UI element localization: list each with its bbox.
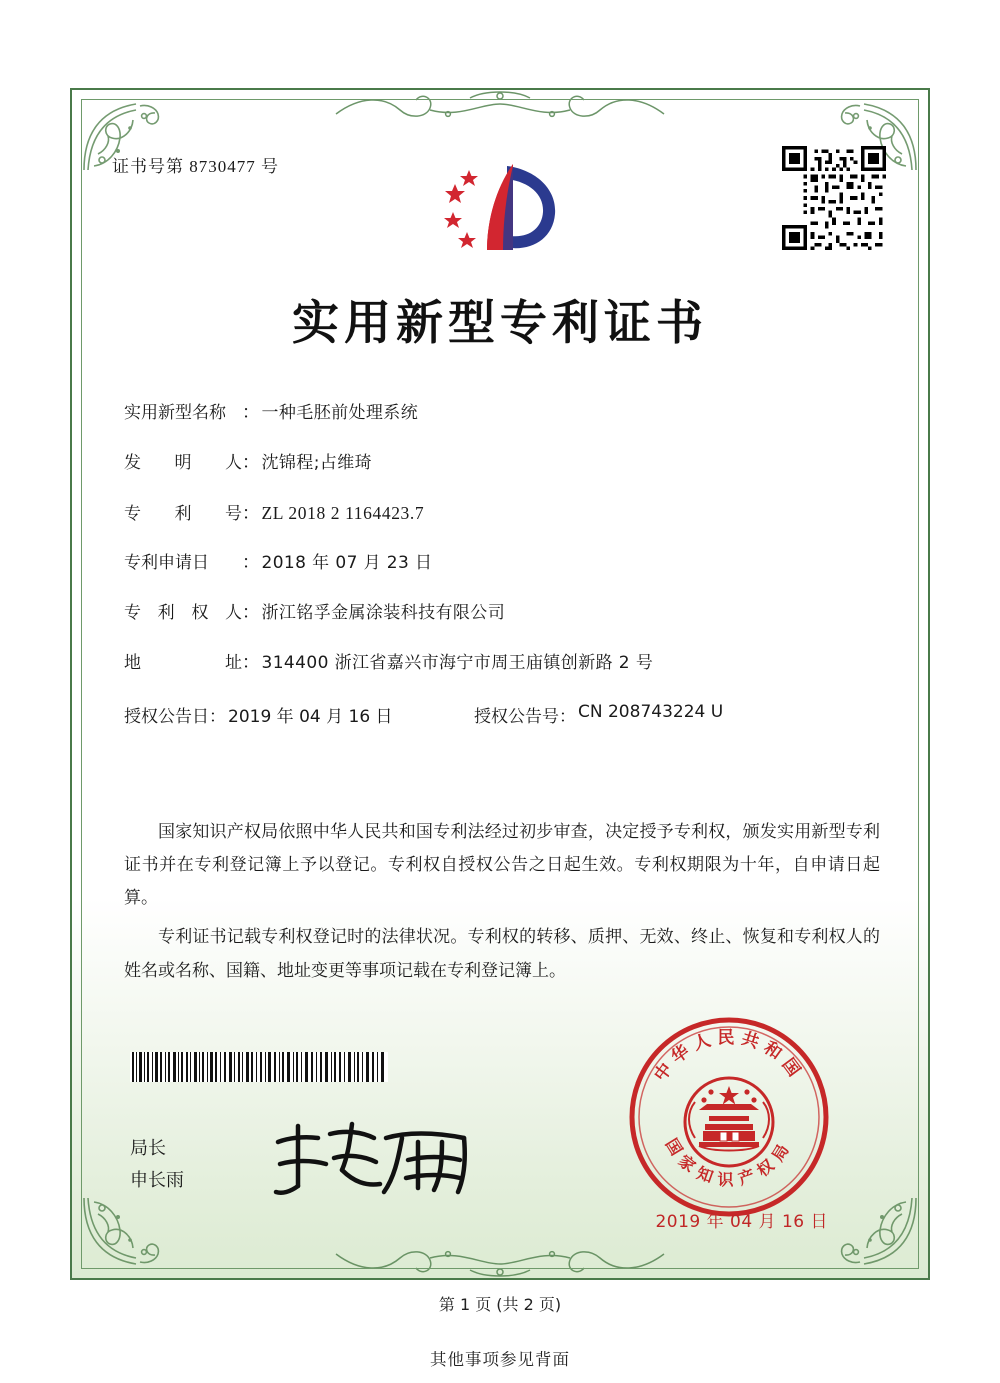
field-label: 地 址 [124,652,242,673]
field-colon: ： [242,403,260,423]
svg-text:中华人民共和国: 中华人民共和国 [650,1028,808,1086]
field-colon: ： [559,706,576,727]
grant-number-label: 授权公告号 [474,706,559,727]
grant-date-label: 授权公告日 [124,706,209,727]
director-name-label: 申长雨 [130,1169,184,1191]
field-list [124,402,884,743]
qr-code [782,146,886,250]
page-title: 实用新型专利证书 [292,296,708,351]
handwritten-signature [268,1112,498,1204]
field-colon: ： [242,452,260,473]
grant-number-group [474,702,723,727]
field-colon: ： [242,503,260,524]
legal-text [124,816,880,994]
field-label: 专 利 号 [124,503,242,524]
official-seal [626,1014,832,1220]
top-border-ornament-icon [330,84,670,130]
field-patentee [124,602,884,625]
corner-ornament-icon [830,1192,922,1274]
field-value: 沈锦程;占维琦 [261,452,373,473]
field-patent-number [124,502,884,526]
field-label: 专利申请日 [124,553,209,574]
paragraph-grant: 国家知识产权局依照中华人民共和国专利法经过初步审查，决定授予专利权，颁发实用新型专利证书并在专利登记簿上予以登记。专利权自授权公告之日起生效。专利权期限为十年，自申请日起算。 [124,822,880,909]
field-inventor [124,452,884,475]
field-value: ZL 2018 2 1164423.7 [261,502,425,523]
cnipa-logo-icon [425,150,575,270]
page-number: 第 1 页 (共 2 页) [438,1295,562,1314]
grant-date-value: 2019 年 04 月 16 日 [228,706,393,727]
field-utility-model-name [124,402,884,425]
field-colon: ： [242,603,260,623]
certificate-number: 证书号第 8730477 号 [112,157,279,176]
barcode [130,1052,388,1082]
grant-date-group [124,702,474,727]
field-colon: ： [242,652,260,673]
paragraph-registry: 专利证书记载专利权登记时的法律状况。专利权的转移、质押、无效、终止、恢复和专利权人的姓名或名称、国籍、地址变更等事项记载在专利登记簿上。 [124,927,880,981]
field-label: 发 明 人 [124,452,242,473]
field-value: 浙江铭孚金属涂装科技有限公司 [261,603,506,623]
patent-certificate [70,88,930,1280]
corner-ornament-icon [78,1192,170,1274]
field-label: 专 利 权 人 [124,603,242,623]
field-value: 一种毛胚前处理系统 [261,403,419,423]
grant-number-value: CN 208743224 U [578,701,724,722]
seal-date: 2019 年 04 月 16 日 [655,1212,828,1232]
director-role-label: 局长 [130,1138,166,1159]
field-value: 314400 浙江省嘉兴市海宁市周王庙镇创新路 2 号 [261,652,654,673]
bottom-border-ornament-icon [330,1238,670,1284]
grant-announcement-row [124,702,884,727]
back-side-note: 其他事项参见背面 [430,1350,570,1369]
field-application-date [124,552,884,575]
field-colon: ： [242,553,260,574]
signature-labels [130,1133,184,1196]
svg-text:国家知识产权局: 国家知识产权局 [661,1135,797,1189]
field-label: 实用新型名称 [124,403,226,423]
field-colon: ： [209,706,226,727]
field-address [124,652,884,675]
field-value: 2018 年 07 月 23 日 [261,553,433,574]
